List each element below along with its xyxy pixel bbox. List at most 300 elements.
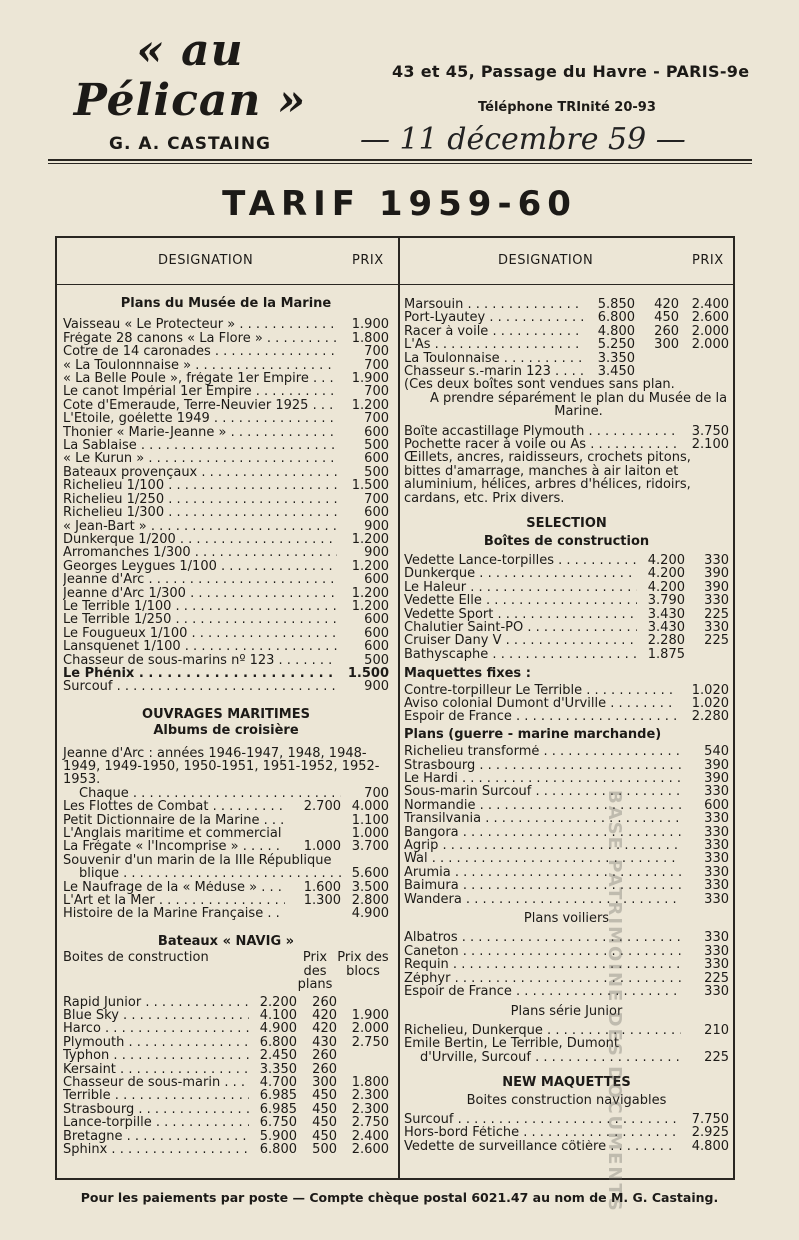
list-item (63, 332, 389, 345)
item-name: Contre-torpilleur Le Terrible . . . (404, 684, 677, 697)
section-title: NEW MAQUETTES (502, 1075, 631, 1091)
item-name: Lansquenet 1/100 . . . (63, 640, 337, 653)
item-name: Bateaux provençaux . . . (63, 466, 337, 479)
item-name: Chasseur s.-marin 123 . . . (404, 365, 583, 378)
item-name: Sous-marin Surcouf . . . (404, 785, 681, 798)
item-price-kit: 6.985 (259, 1101, 297, 1117)
item-price-kit: 6.985 (259, 1088, 297, 1104)
item-price-blocs: 2.000 (691, 337, 729, 353)
list-item (63, 426, 389, 439)
item-price-blocs: 2.000 (691, 323, 729, 339)
list-item (404, 567, 729, 580)
item-name: Dunkerque 1/200 . . . (63, 533, 337, 546)
list-item (404, 772, 729, 785)
list-item (404, 352, 729, 365)
item-price-plans: 420 (312, 1021, 337, 1037)
item-name: Cote d'Emeraude, Terre-Neuvier 1925 . . . (63, 399, 337, 412)
list-item (404, 621, 729, 634)
footer-note: Pour les paiements par poste — Compte chèque postal 6021.47 au nom de M. G. Castaing. (80, 1190, 719, 1205)
item-name: Chasseur de sous-marins nº 123 . . . (63, 654, 337, 667)
item-name: Baimura . . . (404, 879, 681, 892)
item-price-plans: 390 (704, 566, 729, 582)
item-price: 540 (704, 744, 729, 760)
list-item (63, 654, 389, 667)
selection-list (404, 554, 729, 661)
item-name: Wal . . . (404, 852, 681, 865)
list-item (63, 520, 389, 533)
item-name: Georges Leygues 1/100 . . . (63, 560, 337, 573)
item-price: 1.200 (351, 598, 389, 614)
list-item (404, 879, 729, 892)
item-price-plans: 450 (312, 1101, 337, 1117)
item-price-plans: 450 (312, 1088, 337, 1104)
list-item (63, 996, 389, 1009)
item-price-blocs: 2.750 (351, 1034, 389, 1050)
item-price: 500 (364, 438, 389, 454)
item-name: Vedette Elle . . . (404, 594, 637, 607)
item-price: 600 (704, 797, 729, 813)
list-item (63, 1063, 389, 1076)
item-price-kit: 4.200 (647, 566, 685, 582)
item-price: 1.200 (351, 531, 389, 547)
item-price: 700 (364, 357, 389, 373)
list-item (404, 425, 729, 438)
item-price: 500 (364, 464, 389, 480)
item-name: Richelieu 1/100 . . . (63, 479, 337, 492)
item-price: 330 (704, 851, 729, 867)
item-price-kit: 5.900 (259, 1128, 297, 1144)
item-name: Blue Sky . . . (63, 1009, 249, 1022)
list-item (63, 894, 389, 907)
list-item (63, 439, 389, 452)
item-price: 390 (704, 757, 729, 773)
item-price-kit: 3.450 (597, 364, 635, 380)
item-price: 330 (704, 864, 729, 880)
accessories-text: Œillets, ancres, raidisseurs, crochets pitons, bittes d'amarrage, manches à air laiton et aluminium, hélices, arbres d'hélices, ridoirs, cardans, etc. Prix divers. (404, 450, 691, 506)
item-name: Typhon . . . (63, 1049, 249, 1062)
list-item (404, 554, 729, 567)
item-price: 330 (704, 891, 729, 907)
item-name: Le Terrible 1/250 . . . (63, 613, 337, 626)
item-name: Wandera . . . (404, 893, 681, 906)
item-name: Vedette Lance-torpilles . . . (404, 554, 637, 567)
list-item (63, 1143, 389, 1156)
list-item (404, 799, 729, 812)
list-item: d'Urville, Surcouf . . . 225 (404, 1051, 729, 1064)
list-item (404, 684, 729, 697)
list-item (63, 1009, 389, 1022)
plans-list (63, 318, 389, 693)
list-item (63, 533, 389, 546)
item-name: Espoir de France . . . (404, 985, 681, 998)
plans-list (404, 745, 729, 906)
item-name: Le Terrible 1/100 . . . (63, 600, 337, 613)
item-price-plans: 450 (312, 1115, 337, 1131)
item-price-kit: 3.430 (647, 606, 685, 622)
list-item (63, 1076, 389, 1089)
item-name: Petit Dictionnaire de la Marine . . . (63, 814, 285, 827)
list-item (404, 866, 729, 879)
list-item (404, 338, 729, 351)
list-item (63, 560, 389, 573)
list-item (404, 1140, 729, 1153)
item-name: Caneton . . . (404, 945, 681, 958)
item-name: « Jean-Bart » . . . (63, 520, 337, 533)
list-item (404, 311, 729, 324)
item-price: 2.280 (691, 709, 729, 725)
list-item (63, 506, 389, 519)
navig-header: Boites de construction Prix des plans Prix des blocs (63, 950, 389, 993)
item-price: 330 (704, 811, 729, 827)
item-price: 900 (364, 679, 389, 695)
item-price-plans: 420 (312, 1007, 337, 1023)
list-item (404, 852, 729, 865)
item-price: 700 (364, 384, 389, 400)
item-price-kit: 2.280 (647, 633, 685, 649)
item-price: 1.000 (351, 826, 389, 842)
item-name: Chasseur de sous-marin . . . (63, 1076, 249, 1089)
list-item (63, 840, 389, 853)
item-name: Histoire de la Marine Française . . . (63, 907, 285, 920)
list-item (404, 812, 729, 825)
item-price: 1.020 (691, 695, 729, 711)
voiliers-list (404, 931, 729, 998)
item-name: Le Naufrage de la « Méduse » . . . (63, 881, 285, 894)
item-price-alt: 2.700 (303, 799, 341, 815)
item-name: Le Hardi . . . (404, 772, 681, 785)
item-price: 2.800 (351, 893, 389, 909)
item-name: Jeanne d'Arc 1/300 . . . (63, 587, 337, 600)
list-item (63, 1036, 389, 1049)
item-name: « Le Kurun » . . . (63, 452, 337, 465)
item-price: 4.000 (351, 799, 389, 815)
list-item (404, 945, 729, 958)
item-price-kit: 6.800 (259, 1034, 297, 1050)
list-item (63, 318, 389, 331)
list-item (63, 466, 389, 479)
item-price: 330 (704, 943, 729, 959)
section-title: Maquettes fixes : (404, 666, 531, 682)
item-name: Pochette racer à voile ou As . . . (404, 438, 677, 451)
item-name: Zéphyr . . . (404, 972, 681, 985)
item-name: Le Fougueux 1/100 . . . (63, 627, 337, 640)
list-item (404, 1113, 729, 1126)
item-price: 1.500 (351, 478, 389, 494)
list-item (63, 800, 389, 813)
list-item (404, 759, 729, 772)
item-name: Arumia . . . (404, 866, 681, 879)
item-price: 330 (704, 784, 729, 800)
item-price: 700 (364, 411, 389, 427)
item-price: 4.900 (351, 906, 389, 922)
item-price-plans: 500 (312, 1141, 337, 1157)
brand-name: « au Pélican » (73, 25, 307, 126)
item-name: Marsouin . . . (404, 298, 583, 311)
item-price-kit: 4.200 (647, 579, 685, 595)
shop-address: 43 et 45, Passage du Havre - PARIS-9e (392, 62, 750, 81)
item-price: 2.925 (691, 1125, 729, 1141)
item-name: Dunkerque . . . (404, 567, 637, 580)
item-name: Terrible . . . (63, 1089, 249, 1102)
item-name: Requin . . . (404, 958, 681, 971)
list-item (404, 325, 729, 338)
item-name: Bretagne . . . (63, 1130, 249, 1143)
header-rule (48, 159, 752, 161)
junior-text: Emile Bertin, Le Terrible, Dumont (404, 1036, 619, 1052)
right-designation-header: DESIGNATION (498, 253, 594, 268)
item-price: 330 (704, 838, 729, 854)
brand-owner: G. A. CASTAING (109, 134, 271, 154)
list-item (63, 385, 389, 398)
item-name: La Sablaise . . . (63, 439, 337, 452)
item-name: Bathyscaphe . . . (404, 648, 637, 661)
item-price-blocs: 2.750 (351, 1115, 389, 1131)
item-price-plans: 225 (704, 633, 729, 649)
list-item (63, 345, 389, 358)
item-price-kit: 6.800 (597, 310, 635, 326)
item-price: 330 (704, 984, 729, 1000)
list-item (404, 958, 729, 971)
item-price-kit: 1.875 (647, 646, 685, 662)
list-item (404, 826, 729, 839)
header-rule-thin (48, 163, 752, 164)
item-price-plans: 330 (704, 552, 729, 568)
list-item (63, 1116, 389, 1129)
item-name: L'As . . . (404, 338, 583, 351)
item-price-alt: 1.300 (303, 893, 341, 909)
item-name: Transilvania . . . (404, 812, 681, 825)
list-item (404, 710, 729, 723)
item-price-kit: 3.350 (597, 350, 635, 366)
item-price-plans: 300 (312, 1074, 337, 1090)
boats-list (404, 298, 729, 378)
item-price-kit: 4.900 (259, 1021, 297, 1037)
section-subtitle: Plans voiliers (523, 911, 610, 927)
list-item (63, 372, 389, 385)
list-item (63, 600, 389, 613)
list-item (63, 493, 389, 506)
item-price-alt: 1.600 (303, 879, 341, 895)
item-price-blocs: 2.400 (691, 297, 729, 312)
item-price: 700 (364, 491, 389, 507)
item-price-kit: 4.100 (259, 1007, 297, 1023)
item-price-plans: 260 (654, 323, 679, 339)
list-item (404, 839, 729, 852)
list-item (63, 1022, 389, 1035)
section-title: Plans du Musée de la Marine (120, 296, 332, 311)
item-price: 1.200 (351, 585, 389, 601)
item-price: 600 (364, 625, 389, 641)
item-name: Vedette de surveillance côtière . . . (404, 1140, 677, 1153)
item-price-blocs: 1.900 (351, 1007, 389, 1023)
item-price-plans: 450 (654, 310, 679, 326)
ouvrages-list (63, 800, 389, 854)
item-price: 900 (364, 545, 389, 561)
item-name: Les Flottes de Combat . . . (63, 800, 285, 813)
item-price: 3.750 (691, 423, 729, 439)
list-item (404, 745, 729, 758)
item-price-kit: 4.700 (259, 1074, 297, 1090)
list-item (404, 365, 729, 378)
header-divider (55, 284, 735, 285)
item-name: Arromanches 1/300 . . . (63, 546, 337, 559)
section-title: OUVRAGES MARITIMES (142, 706, 310, 722)
item-price-kit: 3.430 (647, 619, 685, 635)
new-list (404, 1113, 729, 1153)
item-price-kit: 3.790 (647, 593, 685, 609)
item-name: Surcouf . . . (63, 680, 337, 693)
item-name: Le canot Impérial 1er Empire . . . (63, 385, 337, 398)
ouvrages-list (63, 881, 389, 921)
item-price: 1.500 (347, 665, 389, 681)
item-price-kit: 4.200 (647, 552, 685, 568)
brand-block (55, 26, 325, 154)
item-name: « La Belle Poule », frégate 1er Empire . . . (63, 372, 337, 385)
item-name: Rapid Junior . . . (63, 996, 249, 1009)
handwritten-date: — 11 décembre 59 — (360, 122, 686, 157)
maquettes-list (404, 684, 729, 724)
item-name: Aviso colonial Dumont d'Urville . . . (404, 697, 677, 710)
item-price-plans: 390 (704, 579, 729, 595)
list-item (63, 640, 389, 653)
item-price-blocs: 2.600 (691, 310, 729, 326)
item-price: 1.100 (351, 812, 389, 828)
item-price: 330 (704, 930, 729, 946)
list-item (63, 1089, 389, 1102)
item-price-plans: 260 (312, 994, 337, 1010)
item-price: 600 (364, 572, 389, 588)
list-item (63, 881, 389, 894)
item-price-kit: 4.800 (597, 323, 635, 339)
list-item (404, 634, 729, 647)
item-name: L'Anglais maritime et commercial . . . (63, 827, 285, 840)
item-name: Strasbourg . . . (63, 1103, 249, 1116)
item-price-blocs: 2.600 (351, 1141, 389, 1157)
item-price: 600 (364, 612, 389, 628)
item-name: Plymouth . . . (63, 1036, 249, 1049)
item-price-plans: 420 (654, 297, 679, 312)
item-name: Agrip . . . (404, 839, 681, 852)
item-name: Richelieu transformé . . . (404, 745, 681, 758)
section-subtitle: Albums de croisière (153, 723, 299, 739)
section-title: Bateaux « NAVIG » (157, 933, 295, 949)
item-name: L'Etoile, goélette 1949 . . . (63, 412, 337, 425)
item-price: 330 (704, 824, 729, 840)
list-item (63, 479, 389, 492)
item-price-kit: 6.800 (259, 1141, 297, 1157)
item-name: Le Haleur . . . (404, 581, 637, 594)
item-price: 390 (704, 771, 729, 786)
list-item (404, 594, 729, 607)
list-item (63, 1049, 389, 1062)
list-item (404, 972, 729, 985)
section-subtitle: Boites construction navigables (466, 1092, 667, 1108)
item-price: 900 (364, 518, 389, 534)
item-price-blocs: 2.000 (351, 1021, 389, 1037)
item-name: Port-Lyautey . . . (404, 311, 583, 324)
item-name: Vedette Sport . . . (404, 608, 637, 621)
item-name: Boîte accastillage Plymouth . . . (404, 425, 677, 438)
item-name: Richelieu 1/300 . . . (63, 506, 337, 519)
section-subtitle: Plans série Junior (510, 1003, 623, 1019)
list-item (404, 581, 729, 594)
item-price-alt: 1.000 (303, 839, 341, 855)
item-name: Le Phénix . . . (63, 667, 337, 680)
item-name: Jeanne d'Arc . . . (63, 573, 337, 586)
list-item (63, 573, 389, 586)
jeanne-text: Jeanne d'Arc : années 1946-1947, 1948, 1948-1949, 1949-1950, 1950-1951, 1951-1952, 1952-1953. (63, 745, 380, 788)
item-name: Albatros . . . (404, 931, 681, 944)
item-name: Richelieu 1/250 . . . (63, 493, 337, 506)
item-price: 225 (704, 970, 729, 986)
item-price-plans: 430 (312, 1034, 337, 1050)
right-column (404, 298, 729, 1153)
item-price: 2.100 (691, 437, 729, 453)
left-column (63, 297, 389, 1156)
item-price-plans: 260 (312, 1048, 337, 1064)
list-item (63, 907, 389, 920)
item-price: 500 (364, 652, 389, 668)
list-item (404, 893, 729, 906)
item-name: Surcouf . . . (404, 1113, 677, 1126)
item-price: 330 (704, 957, 729, 973)
item-name: Kersaint . . . (63, 1063, 249, 1076)
list-item (63, 359, 389, 372)
item-price: 600 (364, 505, 389, 521)
list-item: Chaque . . . 700 (63, 787, 389, 800)
item-name: Normandie . . . (404, 799, 681, 812)
item-price-kit: 2.450 (259, 1048, 297, 1064)
item-price: 1.020 (691, 682, 729, 698)
left-prix-header: PRIX (352, 253, 384, 268)
list-item (63, 546, 389, 559)
left-designation-header: DESIGNATION (158, 253, 254, 268)
item-price: 3.500 (351, 879, 389, 895)
item-price-kit: 2.200 (259, 994, 297, 1010)
list-item (404, 697, 729, 710)
accessories-list (404, 425, 729, 452)
item-name: Espoir de France . . . (404, 710, 677, 723)
item-price: 700 (364, 344, 389, 360)
navig-list (63, 996, 389, 1157)
item-name: Racer à voile . . . (404, 325, 583, 338)
item-price: 1.200 (351, 558, 389, 574)
item-name: Hors-bord Fétiche . . . (404, 1126, 677, 1139)
item-price: 600 (364, 639, 389, 655)
item-price: 330 (704, 878, 729, 894)
list-item (404, 648, 729, 661)
list-item (63, 680, 389, 693)
item-name: Cruiser Dany V . . . (404, 634, 637, 647)
item-name: Lance-torpille . . . (63, 1116, 249, 1129)
right-prix-header: PRIX (692, 253, 724, 268)
list-item (63, 399, 389, 412)
item-name: Chalutier Saint-PO . . . (404, 621, 637, 634)
list-item (63, 613, 389, 626)
item-price-blocs: 2.300 (351, 1101, 389, 1117)
item-price: 3.700 (351, 839, 389, 855)
item-price: 1.900 (351, 317, 389, 333)
section-title: SELECTION (526, 516, 607, 532)
item-price: 600 (364, 451, 389, 467)
archive-stamp: BASE PATRIMOINE DES DOCUMENTS (604, 790, 625, 1213)
list-item: Richelieu, Dunkerque . . . 210 (404, 1024, 729, 1037)
item-price-plans: 330 (704, 619, 729, 635)
item-name: Cotre de 14 caronades . . . (63, 345, 337, 358)
item-price: 4.800 (691, 1138, 729, 1154)
item-price: 7.750 (691, 1111, 729, 1127)
souvenir-text: Souvenir d'un marin de la IIIe République (63, 852, 332, 868)
